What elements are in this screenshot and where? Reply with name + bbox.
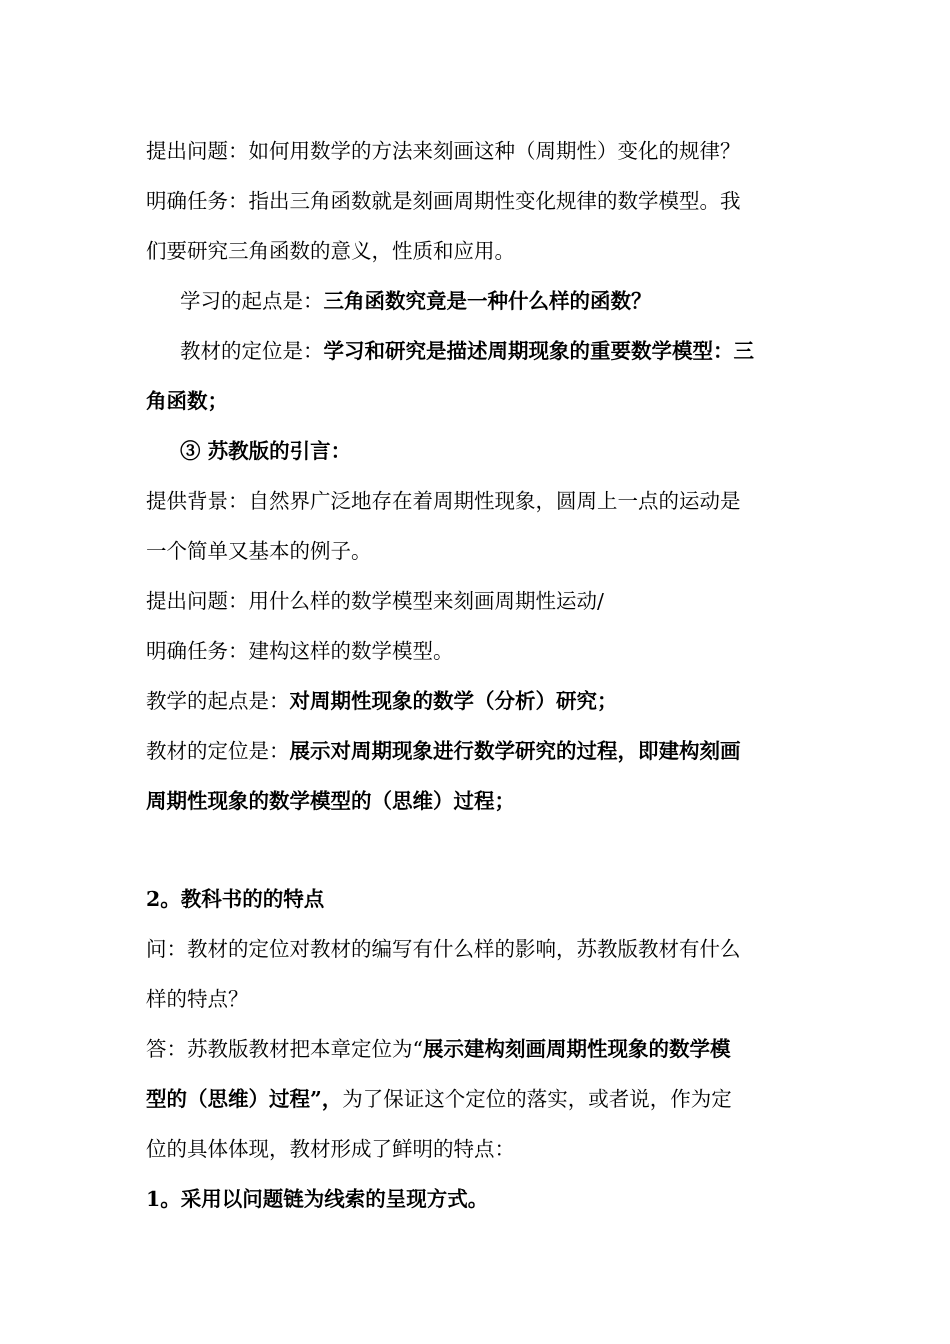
section-subheading: ③ 苏教版的引言： (180, 439, 352, 463)
paragraph-line: 角函数； (146, 389, 228, 413)
section-heading: 2。教科书的的特点 (146, 887, 325, 911)
paragraph-line: 教材的定位是：学习和研究是描述周期现象的重要数学模型：三 (180, 339, 754, 363)
paragraph-line: 提供背景：自然界广泛地存在着周期性现象，圆周上一点的运动是 (146, 489, 741, 513)
paragraph-line: 明确任务：建构这样的数学模型。 (146, 639, 454, 663)
paragraph-line: 们要研究三角函数的意义，性质和应用。 (146, 239, 515, 263)
section-subheading: 1。采用以问题链为线索的呈现方式。 (146, 1187, 489, 1211)
paragraph-line: 学习的起点是：三角函数究竟是一种什么样的函数？ (180, 289, 652, 313)
paragraph-line: 教学的起点是：对周期性现象的数学（分析）研究； (146, 689, 618, 713)
paragraph-line: 提出问题：如何用数学的方法来刻画这种（周期性）变化的规律？ (146, 139, 741, 163)
paragraph-line: 样的特点？ (146, 987, 249, 1011)
paragraph-line: 周期性现象的数学模型的（思维）过程； (146, 789, 515, 813)
paragraph-line: 明确任务：指出三角函数就是刻画周期性变化规律的数学模型。我 (146, 189, 741, 213)
paragraph-line: 型的（思维）过程”，为了保证这个定位的落实，或者说，作为定 (146, 1087, 732, 1111)
paragraph-line: 一个简单又基本的例子。 (146, 539, 372, 563)
paragraph-line: 提出问题：用什么样的数学模型来刻画周期性运动/ (146, 589, 604, 613)
paragraph-line: 教材的定位是：展示对周期现象进行数学研究的过程，即建构刻画 (146, 739, 741, 763)
paragraph-line: 位的具体体现，教材形成了鲜明的特点： (146, 1137, 515, 1161)
paragraph-line: 问：教材的定位对教材的编写有什么样的影响，苏教版教材有什么 (146, 937, 741, 961)
paragraph-line: 答：苏教版教材把本章定位为“展示建构刻画周期性现象的数学模 (146, 1037, 731, 1061)
